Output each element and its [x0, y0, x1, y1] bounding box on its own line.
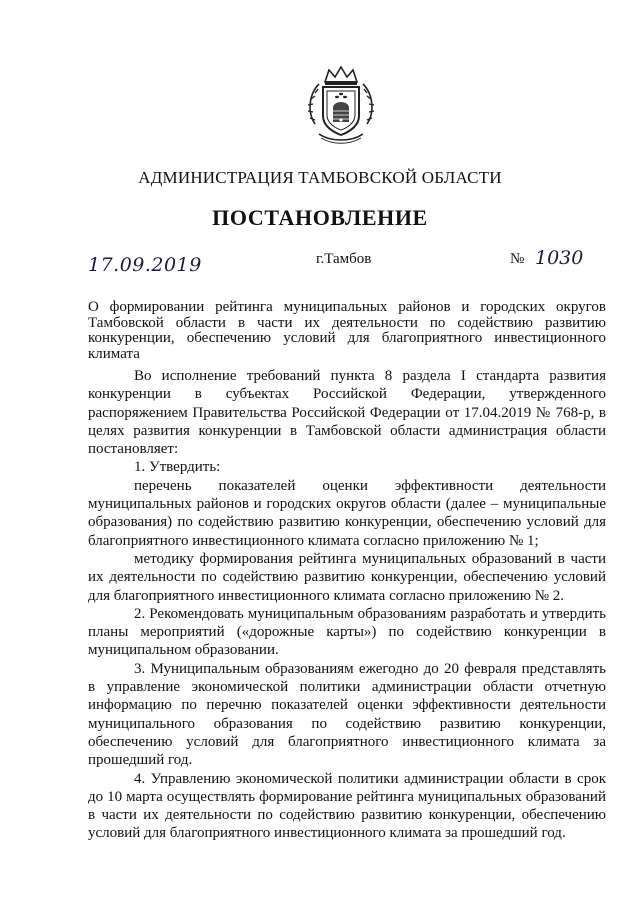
coat-of-arms-icon [301, 64, 381, 146]
body-paragraph-item-2: 2. Рекомендовать муниципальным образованиям разработать и утвердить планы мероприятий («дорожные карты») по содействию конкуренции в муниципальном образовании. [88, 605, 606, 659]
document-meta-row [0, 248, 640, 278]
document-subject: О формировании рейтинга муниципальных районов и городских округов Тамбовской области в части их деятельности по содействию развитию конкуренции, обеспечению условий для благоприятного инвестиционного климата [88, 299, 606, 362]
body-paragraph-item-3: 3. Муниципальным образованиям ежегодно до 20 февраля представлять в управление экономической политики администрации области отчетную информацию по перечню показателей оценки эффективности деятельности муниципального образования по содействию развитию конкуренции, обеспечению условий для благоприятного инвестиционного климата за прошедший год. [88, 660, 606, 769]
document-type-heading: ПОСТАНОВЛЕНИЕ [212, 205, 428, 230]
number-sign: № [510, 251, 525, 267]
document-date: 17.09.2019 [88, 254, 202, 276]
body-paragraph-item-4: 4. Управлению экономической политики администрации области в срок до 10 марта осуществлять формирование рейтинга муниципальных образований в части их деятельности по содействию развитию конкуренции, обеспечению условий для благоприятного инвестиционного климата за прошедший год. [88, 770, 606, 842]
document-city: г.Тамбов [316, 251, 372, 267]
body-paragraph-preamble: Во исполнение требований пункта 8 раздела I стандарта развития конкуренции в субъектах Российской Федерации, утвержденного распоряжением Правительства Российской Федерации от 17.04.2019 № 768-р, в целях развития конкуренции в Тамбовской области администрация области постановляет: [88, 368, 606, 458]
document-number: 1030 [535, 247, 584, 269]
document-body [88, 367, 606, 843]
body-paragraph-list-a: перечень показателей оценки эффективности деятельности муниципальных районов и городских округов области (далее – муниципальные образования) по содействию развитию конкуренции, обеспечению условий для благоприятного инвестиционного климата согласно приложению № 1; [88, 477, 606, 549]
body-paragraph-list-b: методику формирования рейтинга муниципальных образований в части их деятельности по содействию развитию конкуренции, обеспечению условий для благоприятного инвестиционного климата согласно приложению № 2. [88, 550, 606, 604]
body-paragraph-item-1: 1. Утвердить: [134, 459, 221, 476]
organization-title: АДМИНИСТРАЦИЯ ТАМБОВСКОЙ ОБЛАСТИ [138, 168, 502, 187]
